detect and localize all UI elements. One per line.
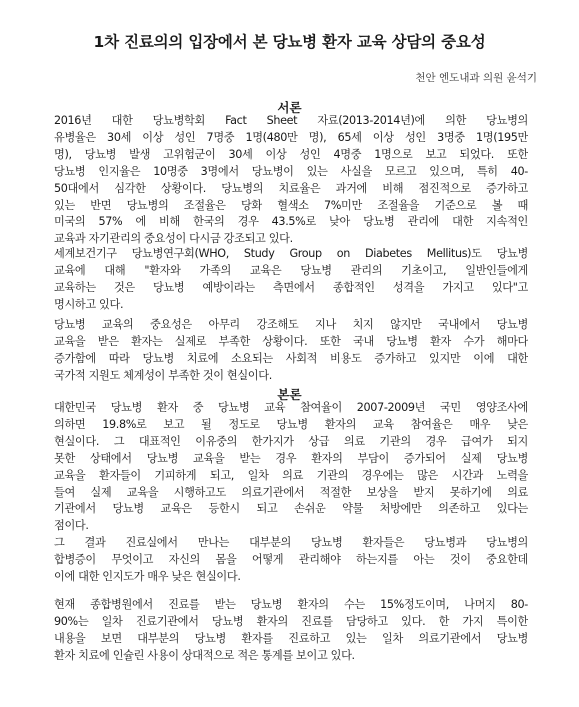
- body-paragraph-3: [54, 597, 528, 665]
- text-line: 대한민국 당뇨병 환자 중 당뇨병 교육 참여율이 2007-2009년 국민 영양조사에: [54, 401, 528, 414]
- intro-paragraph-3: [54, 317, 528, 385]
- text-line: 세계보건기구 당뇨병연구회(WHO, Study Group on Diabetes Mellitus)도 당뇨병: [54, 247, 528, 260]
- text-line: 교육에 대해 "환자와 가족의 교육은 당뇨병 관리의 기초이고, 일반인들에게: [54, 263, 528, 277]
- text-line: 명시하고 있다.: [54, 297, 124, 311]
- section-heading-intro: 서론: [277, 100, 302, 115]
- intro-paragraph-1: [54, 113, 528, 248]
- text-line: 교육과 자기관리의 중요성이 다시금 강조되고 있다.: [54, 232, 293, 246]
- text-line: 유병율은 30세 이상 성인 7명중 1명(480만 명), 65세 이상 성인 3명중 1명(195만: [54, 130, 528, 144]
- text-line: 그 결과 진료실에서 만나는 대부분의 당뇨병 환자들은 당뇨병과 당뇨병의: [54, 536, 528, 549]
- text-line: 환자 치료에 인슐린 사용이 상대적으로 적은 통계를 보이고 있다.: [54, 648, 355, 662]
- text-line: 현실이다. 그 대표적인 이유중의 한가지가 상급 의료 기관의 경우 급여가 되지: [54, 434, 528, 448]
- body-paragraph-2: [54, 535, 528, 586]
- text-line: 내용을 보면 대부분의 당뇨병 환자를 진료하고 있는 일차 의료기관에서 당뇨병: [54, 631, 528, 645]
- text-line: 합병증이 무엇이고 자신의 몸을 어떻게 관리해야 하는지를 아는 것이 중요한데: [54, 552, 528, 566]
- text-line: 국가적 지원도 체계성이 부족한 것이 현실이다.: [54, 368, 272, 382]
- text-line: 현재 종합병원에서 진료를 받는 당뇨병 환자의 수는 15%정도이며, 나머지 80-: [54, 598, 528, 611]
- text-line: 교육을 받은 환자는 실제로 부족한 상황이다. 또한 국내 당뇨병 환자 수가 해마다: [54, 334, 528, 348]
- text-line: 미국의 57% 에 비해 한국의 경우 43.5%로 낮아 당뇨병 관리에 대한 지속적인: [54, 215, 528, 229]
- text-line: 있는 반면 당뇨병의 조절율은 당화 혈색소 7%미만 조절율을 기준으로 볼 때: [54, 198, 528, 212]
- text-line: 점이다.: [54, 519, 89, 533]
- text-line: 교육을 환자들이 기피하게 되고, 일차 의료 기관의 경우에는 많은 시간과 노력을: [54, 468, 528, 482]
- author-line: 천안 엔도내과 의원 윤석기: [415, 72, 537, 84]
- document-title: 1차 진료의의 입장에서 본 당뇨병 환자 교육 상담의 중요성: [93, 33, 486, 51]
- intro-paragraph-2: [54, 246, 528, 314]
- text-line: 교육하는 것은 당뇨병 예방이라는 측면에서 종합적인 성격을 가지고 있다"고: [54, 280, 528, 294]
- section-heading-body: 본론: [277, 387, 302, 402]
- text-line: 기관에서 당뇨병 교육은 등한시 되고 손쉬운 약물 처방에만 의존하고 있다는: [54, 502, 528, 516]
- text-line: 50대에서 심각한 상황이다. 당뇨병의 치료율은 과거에 비해 점진적으로 증가하고: [54, 181, 528, 195]
- text-line: 당뇨병 교육의 중요성은 아무리 강조해도 지나 치지 않지만 국내에서 당뇨병: [54, 318, 528, 331]
- text-line: 90%는 일차 진료기관에서 당뇨병 환자의 진료를 담당하고 있다. 한 가지 특이한: [54, 614, 528, 628]
- body-paragraph-1: [54, 400, 528, 535]
- text-line: 의하면 19.8%로 보고 될 정도로 당뇨병 환자의 교육 참여율은 매우 낮은: [54, 417, 528, 431]
- text-line: 이에 대한 인지도가 매우 낮은 현실이다.: [54, 569, 241, 583]
- text-line: 들여 실제 교육을 시행하고도 의료기관에서 적절한 보상을 받지 못하기에 의료: [54, 485, 528, 499]
- text-line: 당뇨병 인지율은 10명중 3명에서 당뇨병이 있는 사실을 모르고 있으며, 특히 40-: [54, 164, 528, 178]
- text-line: 못한 상태에서 당뇨병 교육을 받는 경우 환자의 부담이 증가되어 실제 당뇨병: [54, 451, 528, 465]
- text-line: 증가함에 따라 당뇨병 치료에 소요되는 사회적 비용도 증가하고 있지만 이에 대한: [54, 351, 528, 365]
- text-line: 명), 당뇨병 발생 고위험군이 30세 이상 성인 4명중 1명으로 보고 되었다. 또한: [54, 147, 528, 161]
- text-line: 2016년 대한 당뇨병학회 Fact Sheet 자료(2013-2014년)에 의한 당뇨병의: [54, 114, 528, 127]
